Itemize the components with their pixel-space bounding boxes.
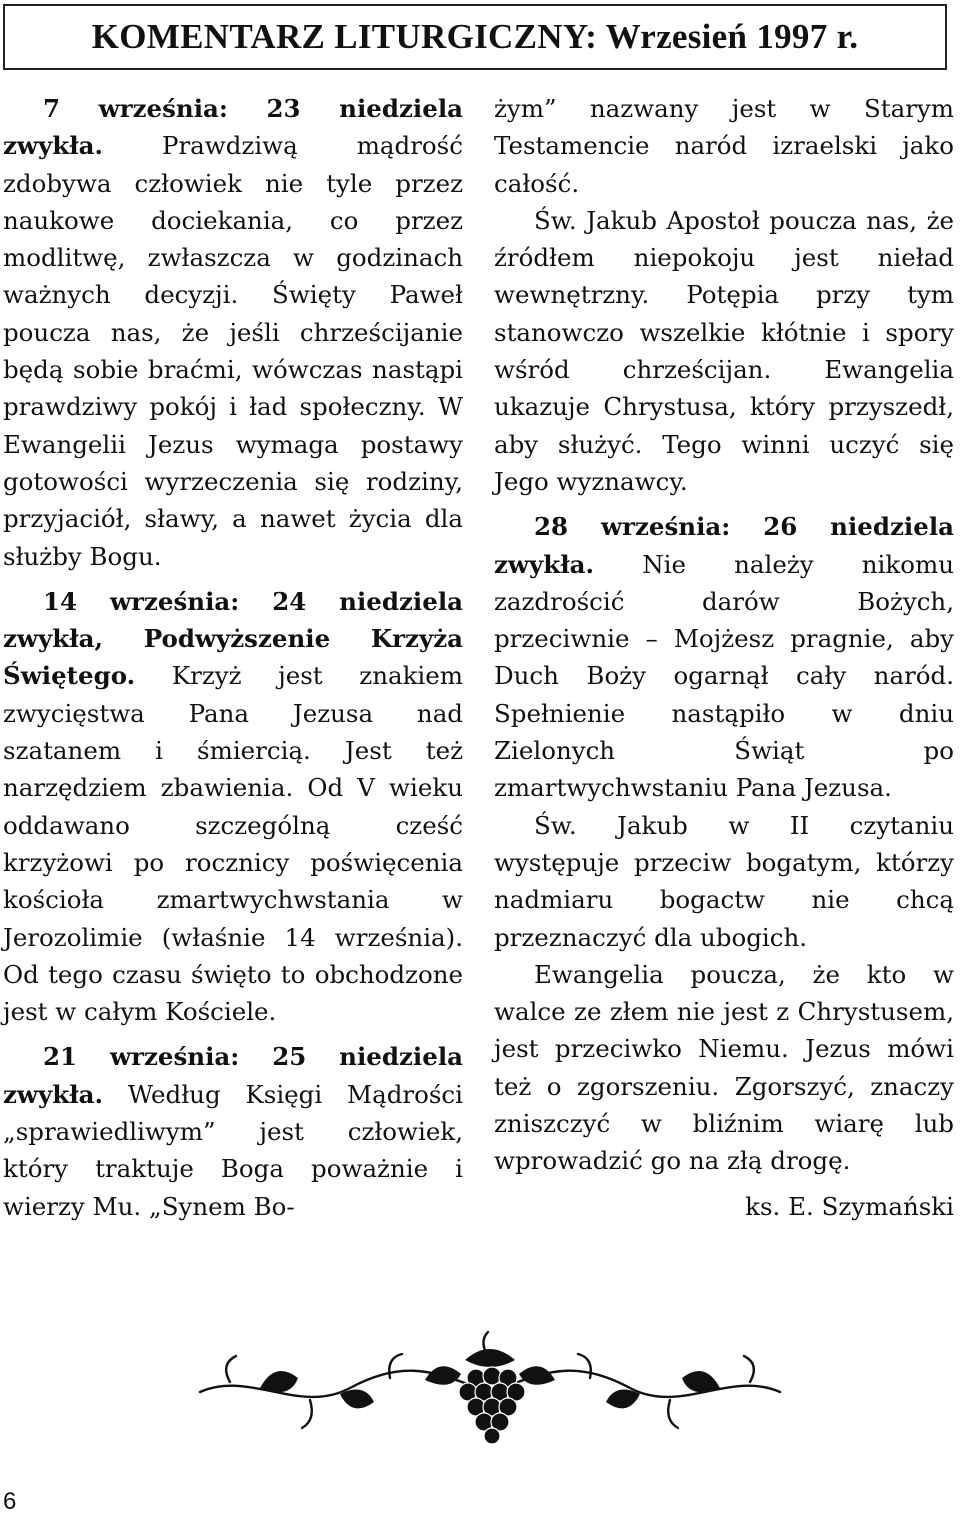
section-text: żym” nazwany jest w Starym Testamencie naród izraelski jako całość. — [494, 94, 954, 198]
right-column — [494, 90, 954, 1225]
section-paragraph: Ewangelia poucza, że kto w walce ze złem nie jest z Chrystusem, jest przeciwko Niemu. Jezus mówi też o zgorszeniu. Zgorszyć, znaczy zniszczyć w bliźnim wiarę lub wprowadzić go na złą drogę. — [494, 959, 954, 1176]
left-column — [3, 90, 463, 1225]
section-sep7 — [3, 90, 463, 575]
title-box — [3, 4, 947, 70]
page-number: 6 — [3, 1488, 17, 1515]
section-sep28 — [494, 508, 954, 806]
section-text: Krzyż jest znakiem zwycięstwa Pana Jezusa nad szatanem i śmiercią. Jest też narzędziem zbawienia. Od V wieku oddawano szczególną cześć krzyżowi po rocznicy poświęcenia kościoła zmartwychwstania w Jerozolimie (właśnie 14 września). Od tego czasu święto to obchodzone jest w całym Kościele. — [3, 661, 463, 1027]
section-heading: 14 września: 24 niedziela zwykła, Podwyższenie Krzyża Świętego. — [3, 586, 463, 691]
section-paragraph: Św. Jakub Apostoł poucza nas, że źródłem niepokoju jest nieład wewnętrzny. Potępia przy tym stanowczo wszelkie kłótnie i spory wśród chrześcijan. Ewangelia ukazuje Chrystusa, który przyszedł, aby służyć. Tego winni uczyć się Jego wyznawcy. — [494, 205, 954, 496]
section-heading: 7 września: 23 niedziela zwykła. — [3, 94, 463, 161]
grape-vine-ornament-icon — [190, 1330, 790, 1450]
section-sep14 — [3, 583, 463, 1031]
section-paragraph: Św. Jakub w II czytaniu występuje przeciw bogatym, którzy nadmiaru bogactw nie chcą przeznaczyć dla ubogich. — [494, 810, 954, 952]
section-heading: 28 września: 26 niedziela zwykła. — [494, 512, 954, 579]
section-sep21 — [3, 1038, 463, 1224]
section-text: Prawdziwą mądrość zdobywa człowiek nie tyle przez naukowe dociekania, co przez modlitwę, zwłaszcza w godzinach ważnych decyzji. Święty Paweł poucza nas, że jeśli chrześcijanie będą sobie braćmi, wówczas nastąpi prawdziwy pokój i ład społeczny. W Ewangelii Jezus wymaga postawy gotowości wyrzeczenia się rodziny, przyjaciół, sławy, a nawet życia dla służby Bogu. — [3, 131, 463, 571]
page-title: KOMENTARZ LITURGICZNY: Wrzesień 1997 r. — [91, 17, 859, 56]
section-text: Nie należy nikomu zazdrościć darów Bożych, przeciwnie – Mojżesz pragnie, aby Duch Boży ogarnął cały naród. Spełnienie nastąpiło w dniu Zielonych Świąt po zmartwychwstaniu Pana Jezusa. — [494, 549, 954, 803]
section-sep21-continued — [494, 90, 954, 202]
section-heading: 21 września: 25 niedziela zwykła. — [3, 1042, 463, 1109]
signature: ks. E. Szymański — [745, 1191, 954, 1221]
section-text: Według Księgi Mądrości „sprawiedliwym” jest człowiek, który traktuje Boga poważnie i wierzy Mu. „Synem Bo- — [3, 1079, 463, 1221]
